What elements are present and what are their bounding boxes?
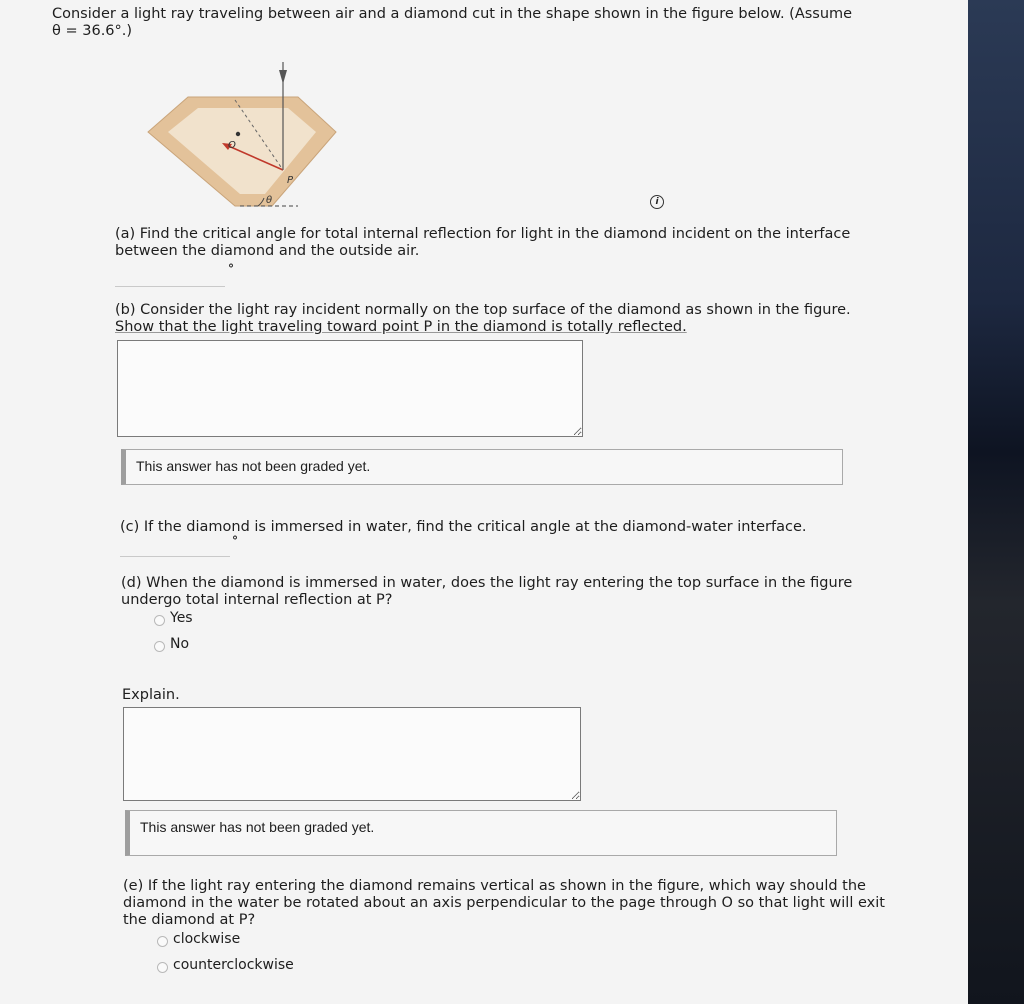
part-d-text <box>121 575 921 609</box>
question-intro <box>52 6 932 40</box>
part-d-option-yes[interactable]: Yes <box>170 610 193 626</box>
part-a-line-2: between the diamond and the outside air. <box>115 243 420 259</box>
part-a-answer-input[interactable] <box>115 270 225 287</box>
part-b-text <box>115 302 915 336</box>
label-o: O <box>228 140 236 151</box>
part-e-radio-counterclockwise[interactable] <box>157 962 168 973</box>
part-d-explain-textarea[interactable] <box>123 707 581 801</box>
label-p: P <box>287 175 294 186</box>
part-c-unit: ° <box>232 534 238 548</box>
info-icon[interactable]: i <box>650 195 664 209</box>
part-b-line-2: Show that the light traveling toward point P in the diamond is totally reflected. <box>115 319 687 335</box>
incident-arrowhead <box>279 70 287 84</box>
part-a-unit: ° <box>228 262 234 276</box>
explain-label: Explain. <box>122 687 180 703</box>
part-e-line-1: (e) If the light ray entering the diamond remains vertical as shown in the figure, which way should the <box>123 878 866 894</box>
point-o <box>236 132 240 136</box>
part-a-text <box>115 226 915 260</box>
part-b-answer-textarea[interactable] <box>117 340 583 437</box>
diamond-figure <box>140 60 350 220</box>
part-b-line-1: (b) Consider the light ray incident normally on the top surface of the diamond as shown in the figure. <box>115 302 851 318</box>
part-a-line-1: (a) Find the critical angle for total internal reflection for light in the diamond incident on the interface <box>115 226 851 242</box>
part-e-option-clockwise[interactable]: clockwise <box>173 931 241 947</box>
part-c-text: (c) If the diamond is immersed in water, find the critical angle at the diamond-water interface. <box>120 519 807 535</box>
part-e-text <box>123 878 923 929</box>
part-d-line-2: undergo total internal reflection at P? <box>121 592 393 608</box>
part-c-answer-input[interactable] <box>120 540 230 557</box>
intro-line-1: Consider a light ray traveling between air and a diamond cut in the shape shown in the figure below. (Assume <box>52 6 853 22</box>
part-d-graded-note: This answer has not been graded yet. <box>125 810 837 856</box>
part-e-option-counterclockwise[interactable]: counterclockwise <box>173 957 294 973</box>
part-d-radio-no[interactable] <box>154 641 165 652</box>
part-e-radio-clockwise[interactable] <box>157 936 168 947</box>
background-edge <box>968 0 1024 1004</box>
part-d-option-no[interactable]: No <box>170 636 190 652</box>
label-theta: θ <box>266 195 273 206</box>
part-e-line-3: the diamond at P? <box>123 912 256 928</box>
part-e-line-2: diamond in the water be rotated about an axis perpendicular to the page through O so that light will exit <box>123 895 885 911</box>
part-b-graded-note: This answer has not been graded yet. <box>121 449 843 485</box>
intro-line-2: θ = 36.6°.) <box>52 23 133 39</box>
part-d-line-1: (d) When the diamond is immersed in water, does the light ray entering the top surface in the figure <box>121 575 853 591</box>
part-d-radio-yes[interactable] <box>154 615 165 626</box>
